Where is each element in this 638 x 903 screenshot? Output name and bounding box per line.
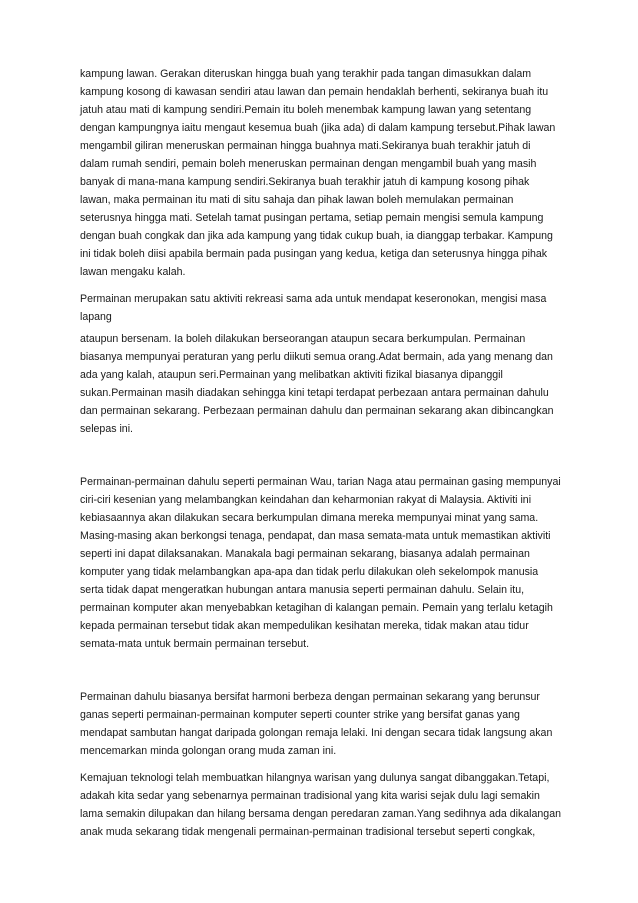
document-body — [80, 65, 562, 850]
paragraph-permainan-dahulu: Permainan-permainan dahulu seperti permainan Wau, tarian Naga atau permainan gasing mempunyai ciri-ciri kesenian yang melambangkan keindahan dan keharmonian rakyat di Malaysia. Aktiviti ini kebiasaannya akan dilakukan secara berkumpulan dimana mereka mempunyai minat yang sama. Masing-masing akan berkongsi tenaga, pendapat, dan masa semata-mata untuk memastikan aktiviti seperti ini dapat dilaksanakan. Manakala bagi permainan sekarang, biasanya adalah permainan komputer yang tidak melambangkan apa-apa dan tidak perlu dilakukan oleh sekelompok manusia serta tidak dapat mengeratkan hubungan antara manusia seperti permainan dahulu. Selain itu, permainan komputer akan menyebabkan ketagihan di kalangan pemain. Pemain yang terlalu ketagih kepada permainan tersebut tidak akan mempedulikan kesihatan mereka, tidak makan atau tidur semata-mata untuk bermain permainan tersebut. — [80, 476, 561, 650]
paragraph-kemajuan-teknologi: Kemajuan teknologi telah membuatkan hilangnya warisan yang dulunya sangat dibanggakan.Tetapi, adakah kita sedar yang sebenarnya permainan tradisional yang kita warisi sejak dulu lagi semakin lama semakin dilupakan dan hilang bersama dengan peredaran zaman.Yang sedihnya ada dikalangan anak muda sekarang tidak mengenali permainan-permainan tradisional tersebut seperti congkak, — [80, 772, 561, 838]
paragraph-permainan-intro: ataupun bersenam. Ia boleh dilakukan berseorangan ataupun secara berkumpulan. Permainan biasanya mempunyai peraturan yang perlu diikuti semua orang.Adat bermain, ada yang menang dan ada yang kalah, ataupun seri.Permainan yang melibatkan aktiviti fizikal biasanya dipanggil sukan.Permainan masih diadakan sehingga kini tetapi terdapat perbezaan antara permainan dahulu dan permainan sekarang. Perbezaan permainan dahulu dan permainan sekarang akan dibincangkan selepas ini. — [80, 333, 554, 435]
paragraph-permainan-definition: Permainan merupakan satu aktiviti rekreasi sama ada untuk mendapat keseronokan, mengisi masa lapang — [80, 293, 547, 323]
paragraph-congkak-rules: kampung lawan. Gerakan diteruskan hingga buah yang terakhir pada tangan dimasukkan dalam kampung kosong di kawasan sendiri atau lawan dan pemain hendaklah berhenti, sekiranya buah itu jatuh atau mati di kampung sendiri.Pemain itu boleh menembak kampung lawan yang setentang dengan kampungnya iaitu mengaut kesemua buah (jika ada) di dalam kampung tersebut.Pihak lawan mengambil giliran meneruskan permainan hingga buahnya mati.Sekiranya buah terakhir jatuh di dalam rumah sendiri, pemain boleh meneruskan permainan dengan mengambil buah yang masih banyak di mana-mana kampung sendiri.Sekiranya buah terakhir jatuh di kampung kosong pihak lawan, maka permainan itu mati di situ sahaja dan pihak lawan boleh memulakan permainan seterusnya hingga mati. Setelah tamat pusingan pertama, setiap pemain mengisi semula kampung dengan buah congkak dan jika ada kampung yang tidak cukup buah, ia dianggap terbakar. Kampung ini tidak boleh diisi apabila bermain pada pusingan yang kedua, ketiga dan seterusnya hingga pihak lawan mengaku kalah. — [80, 68, 556, 278]
paragraph-harmoni-vs-ganas: Permainan dahulu biasanya bersifat harmoni berbeza dengan permainan sekarang yang berunsur ganas seperti permainan-permainan komputer seperti counter strike yang bersifat ganas yang mendapat sambutan hangat daripada golongan remaja lelaki. Ini dengan secara tidak langsung akan mencemarkan minda golongan orang muda zaman ini. — [80, 691, 553, 757]
